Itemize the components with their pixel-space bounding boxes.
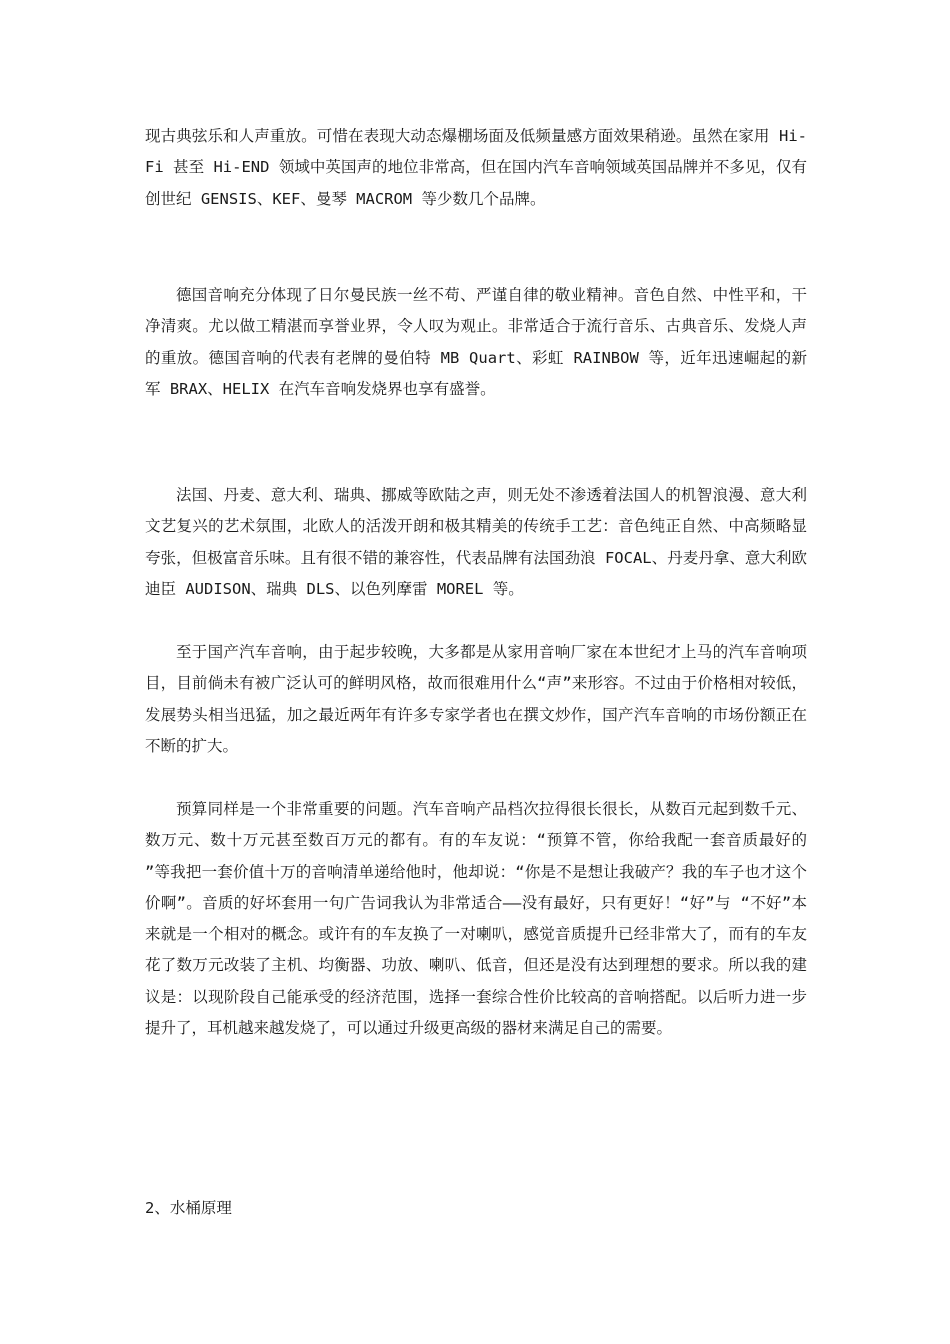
paragraph-domestic-sound: 至于国产汽车音响，由于起步较晚，大多都是从家用音响厂家在本世纪才上马的汽车音响项目，目前倘未有被广泛认可的鲜明风格，故而很难用什么“声”来形容。不过由于价格相对较低，发展势头相当迅猛，加之最近两年有许多专家学者也在撰文炒作，国产汽车音响的市场份额正在不断的扩大。 [145, 643, 807, 755]
paragraph-budget: 预算同样是一个非常重要的问题。汽车音响产品档次拉得很长很长，从数百元起到数千元、数万元、数十万元甚至数百万元的都有。有的车友说：“预算不管，你给我配一套音质最好的 ”等我把一套价值十万的音响清单递给他时，他却说：“你是不是想让我破产？我的车子也才这个价啊”。音质的好坏套用一句广告词我认为非常适合——没有最好，只有更好！“好”与 “不好”本来就是一个相对的概念。或许有的车友换了一对喇叭，感觉音质提升已经非常大了，而有的车友花了数万元改装了主机、均衡器、功放、喇叭、低音，但还是没有达到理想的要求。所以我的建议是：以现阶段自己能承受的经济范围，选择一套综合性价比较高的音响搭配。以后听力进一步提升了，耳机越来越发烧了，可以通过升级更高级的器材来满足自己的需要。 [145, 800, 807, 1038]
paragraph-german-sound: 德国音响充分体现了日尔曼民族一丝不苟、严谨自律的敬业精神。音色自然、中性平和，干净清爽。尤以做工精湛而享誉业界，令人叹为观止。非常适合于流行音乐、古典音乐、发烧人声的重放。德国音响的代表有老牌的曼伯特 MB Quart、彩虹 RAINBOW 等，近年迅速崛起的新军 BRAX、HELIX 在汽车音响发烧界也享有盛誉。 [145, 286, 807, 398]
paragraph-european-sound: 法国、丹麦、意大利、瑞典、挪威等欧陆之声，则无处不渗透着法国人的机智浪漫、意大利文艺复兴的艺术氛围，北欧人的活泼开朗和极其精美的传统手工艺：音色纯正自然、中高频略显夸张，但极富音乐味。且有很不错的兼容性，代表品牌有法国劲浪 FOCAL、丹麦丹拿、意大利欧迪臣 AUDISON、瑞典 DLS、以色列摩雷 MOREL 等。 [145, 486, 807, 598]
section-heading: 2、水桶原理 [145, 1199, 232, 1217]
paragraph-british-sound: 现古典弦乐和人声重放。可惜在表现大动态爆棚场面及低频量感方面效果稍逊。虽然在家用 Hi-Fi 甚至 Hi-END 领域中英国声的地位非常高，但在国内汽车音响领域英国品牌并不多见，仅有创世纪 GENSIS、KEF、曼琴 MACROM 等少数几个品牌。 [145, 127, 807, 208]
